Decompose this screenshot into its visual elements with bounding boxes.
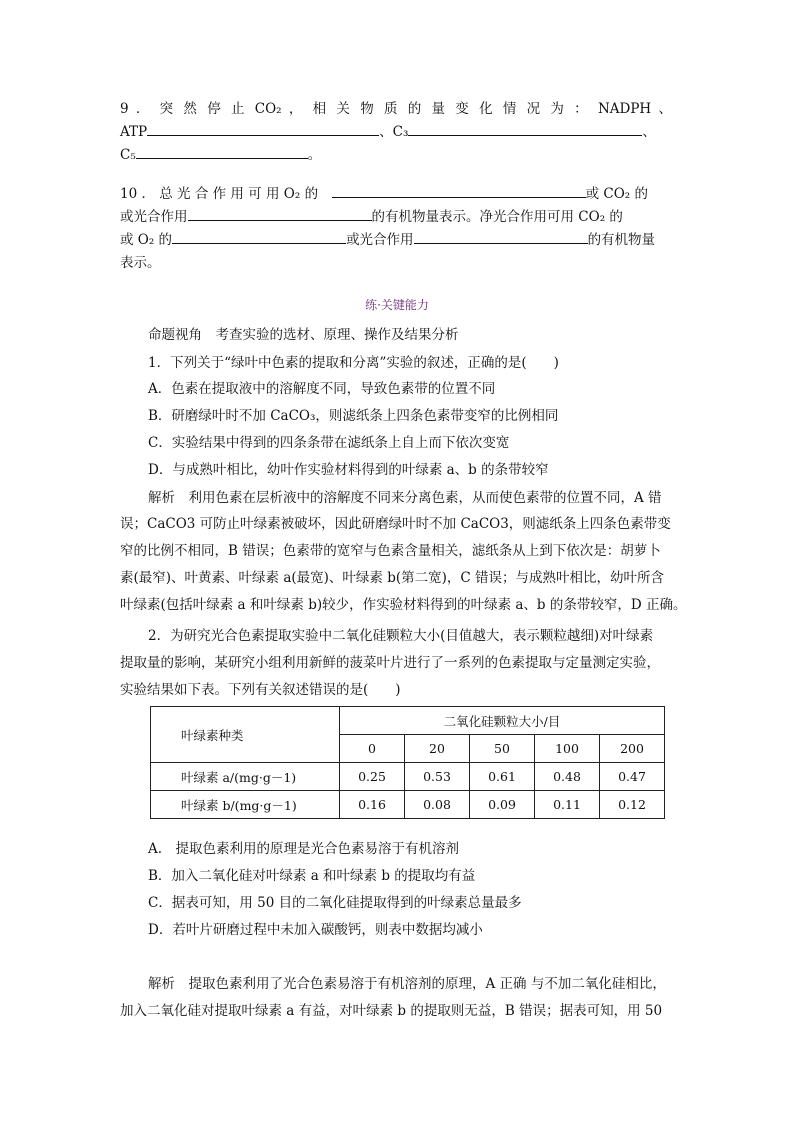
blank-c3[interactable] <box>408 121 642 136</box>
blank-net-organic[interactable] <box>414 229 588 244</box>
q2-option-c[interactable]: C．据表可知，用 50 目的二氧化硅提取得到的叶绿素总量最多 <box>148 895 522 911</box>
q2-stem-line: 实验结果如下表。下列有关叙述错误的是( ) <box>120 682 401 698</box>
q9-line1: 9 ． 突 然 停 止 CO₂ ， 相 关 物 质 的 量 变 化 情 况 为 ： NADPH 、 <box>120 101 672 117</box>
table-cell: 0.16 <box>340 791 405 819</box>
blank-gross-organic[interactable] <box>188 206 372 221</box>
q2-option-d[interactable]: D．若叶片研磨过程中未加入碳酸钙，则表中数据均减小 <box>148 922 483 938</box>
table-row <box>151 791 665 819</box>
table-row <box>151 763 665 791</box>
q1-option-c[interactable]: C．实验结果中得到的四条条带在滤纸条上自上而下依次变宽 <box>148 435 510 451</box>
q2-stem-line: 2．为研究光合色素提取实验中二氧化硅颗粒大小(目值越大，表示颗粒越细)对叶绿素 <box>148 628 654 644</box>
blank-o2-net[interactable] <box>172 229 346 244</box>
blank-c5[interactable] <box>136 144 308 159</box>
table-cell: 0.47 <box>600 763 665 791</box>
table-cell: 0.09 <box>470 791 535 819</box>
q1-analysis-line: 叶绿素(包括叶绿素 a 和叶绿素 b)较少，作实验材料得到的叶绿素 a、b 的条带较窄，D 正确。 <box>120 597 687 613</box>
column-header: 50 <box>470 735 535 763</box>
column-group-header: 二氧化硅颗粒大小/目 <box>340 707 665 735</box>
column-header: 20 <box>405 735 470 763</box>
table-cell: 0.53 <box>405 763 470 791</box>
q10-line1: 10 ． 总 光 合 作 用 可 用 O₂ 的 或 CO₂ 的 <box>120 183 672 206</box>
table-cell: 0.48 <box>535 763 600 791</box>
q9-line3: C₅ 。 <box>120 144 672 167</box>
table-cell: 0.61 <box>470 763 535 791</box>
row-header: 叶绿素种类 <box>151 707 340 763</box>
column-header: 100 <box>535 735 600 763</box>
table-cell: 0.25 <box>340 763 405 791</box>
q1-option-a[interactable]: A．色素在提取液中的溶解度不同，导致色素带的位置不同 <box>148 381 496 397</box>
q2-option-b[interactable]: B．加入二氧化硅对叶绿素 a 和叶绿素 b 的提取均有益 <box>148 868 476 884</box>
q2-stem-line: 提取量的影响，某研究小组利用新鲜的菠菜叶片进行了一系列的色素提取与定量测定实验， <box>120 655 660 671</box>
row-label: 叶绿素 a/(mg·g－1) <box>151 763 340 791</box>
chlorophyll-table <box>150 706 665 819</box>
question-10 <box>120 183 672 275</box>
q1-analysis-line: 素(最窄)、叶黄素、叶绿素 a(最宽)、叶绿素 b(第二宽)，C 错误；与成熟叶相比，幼叶所含 <box>120 570 664 586</box>
blank-o2-release[interactable] <box>332 183 586 198</box>
q10-line3: 或 O₂ 的 或光合作用 的有机物量 <box>120 229 672 252</box>
section-title: 练·关键能力 <box>365 298 429 312</box>
blank-atp[interactable] <box>147 121 379 136</box>
q1-option-b[interactable]: B．研磨绿叶时不加 CaCO₃，则滤纸条上四条色素带变窄的比例相同 <box>148 408 559 424</box>
row-label: 叶绿素 b/(mg·g－1) <box>151 791 340 819</box>
subtitle: 命题视角 考查实验的选材、原理、操作及结果分析 <box>148 327 459 343</box>
table-cell: 0.08 <box>405 791 470 819</box>
column-header: 0 <box>340 735 405 763</box>
table-cell: 0.12 <box>600 791 665 819</box>
q1-option-d[interactable]: D．与成熟叶相比，幼叶作实验材料得到的叶绿素 a、b 的条带较窄 <box>148 462 549 478</box>
q1-stem: 1．下列关于“绿叶中色素的提取和分离”实验的叙述，正确的是( ) <box>148 355 559 371</box>
question-9 <box>120 98 672 167</box>
q1-analysis-line: 解析 利用色素在层析液中的溶解度不同来分离色素，从而使色素带的位置不同，A 错 <box>148 490 662 506</box>
table-cell: 0.11 <box>535 791 600 819</box>
q2-analysis-line: 解析 提取色素利用了光合色素易溶于有机溶剂的原理，A 正确 与不加二氧化硅相比， <box>148 976 666 992</box>
q10-line4: 表示。 <box>120 255 161 271</box>
column-header: 200 <box>600 735 665 763</box>
q2-analysis-line: 加入二氧化硅对提取叶绿素 a 有益，对叶绿素 b 的提取则无益，B 错误；据表可知，用 50 <box>120 1003 663 1019</box>
q1-analysis-line: 误；CaCO3 可防止叶绿素被破坏，因此研磨绿叶时不加 CaCO3，则滤纸条上四条色素带变 <box>120 516 671 532</box>
q1-analysis-line: 窄的比例不相同，B 错误；色素带的宽窄与色素含量相关，滤纸条从上到下依次是：胡萝卜 <box>120 543 661 559</box>
q2-option-a[interactable]: A. 提取色素利用的原理是光合色素易溶于有机溶剂 <box>148 841 460 857</box>
q10-line2: 或光合作用 的有机物量表示。净光合作用可用 CO₂ 的 <box>120 206 672 229</box>
q9-line2: ATP 、C₃ 、 <box>120 121 672 144</box>
